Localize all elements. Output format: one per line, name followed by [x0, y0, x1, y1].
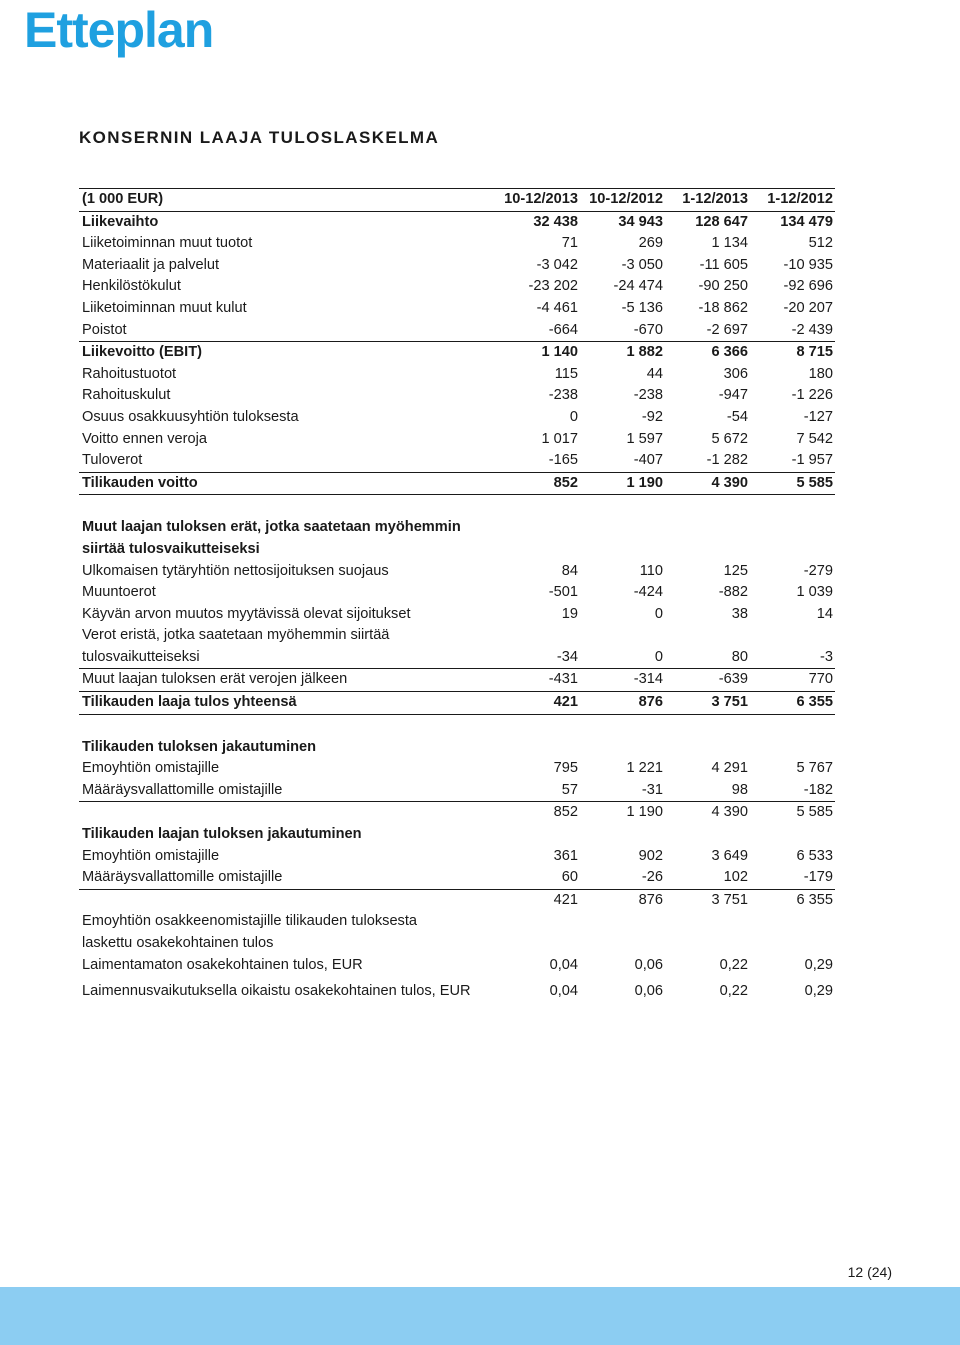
cell-value: -238	[548, 387, 578, 404]
cell-value: 512	[808, 235, 833, 252]
cell-value: 34 943	[618, 213, 663, 230]
row-label: Liikevaihto	[82, 213, 159, 230]
table-row	[79, 561, 835, 583]
table-row	[79, 846, 835, 868]
row-label: Tuloverot	[79, 450, 495, 472]
cell-value: -2 697	[665, 320, 750, 342]
row-label: Laimennusvaikutuksella oikaistu osakekohtainen tulos, EUR	[82, 982, 471, 999]
cell-value: 6 533	[796, 847, 833, 864]
cell-value: -1 226	[791, 387, 833, 404]
table-row	[79, 255, 835, 277]
cell-value: -4 461	[536, 299, 578, 316]
row-label: Ulkomaisen tytäryhtiön nettosijoituksen suojaus	[82, 562, 389, 579]
comprehensive-allocation-heading: Tilikauden laajan tuloksen jakautuminen	[82, 826, 362, 843]
cell-value: -3	[750, 647, 835, 669]
column-header: 1-12/2012	[750, 189, 835, 212]
row-label: Tilikauden voitto	[79, 472, 495, 495]
cell-value: 5 585	[750, 472, 835, 495]
cell-value: 852	[553, 804, 578, 821]
page-title: KONSERNIN LAAJA TULOSLASKELMA	[79, 128, 440, 147]
cell-value: 80	[665, 647, 750, 669]
cell-value: -3 042	[536, 256, 578, 273]
cell-value: -34	[495, 647, 580, 669]
cell-value: 0,22	[719, 956, 748, 973]
cell-value: 269	[638, 235, 663, 252]
cell-value: 0,04	[549, 956, 578, 973]
cell-value: 1 134	[711, 235, 748, 252]
table-row	[79, 364, 835, 386]
cell-value: -5 136	[621, 299, 663, 316]
cell-value: -424	[633, 584, 663, 601]
cell-value: 134 479	[780, 213, 833, 230]
cell-value: 4 390	[665, 472, 750, 495]
cell-value: 98	[665, 780, 750, 802]
cell-value: 852	[495, 472, 580, 495]
row-label: Määräysvallattomille omistajille	[79, 867, 495, 889]
table-row	[79, 911, 835, 933]
cell-value: -26	[580, 867, 665, 889]
cell-value: -20 207	[783, 299, 833, 316]
cell-value: -664	[495, 320, 580, 342]
cell-value: -882	[718, 584, 748, 601]
table-row	[79, 472, 835, 495]
spacer-row	[79, 714, 835, 737]
cell-value: -670	[580, 320, 665, 342]
cell-value: 44	[646, 365, 663, 382]
cell-value: -127	[803, 408, 833, 425]
cell-value: 3 649	[711, 847, 748, 864]
cell-value: 1 597	[626, 430, 663, 447]
row-label: Muuntoerot	[82, 584, 156, 601]
unit-label: (1 000 EUR)	[79, 189, 495, 212]
cell-value: -92 696	[783, 278, 833, 295]
cell-value: 795	[553, 760, 578, 777]
row-label: tulosvaikutteiseksi	[79, 647, 495, 669]
spacer-row	[79, 495, 835, 518]
cell-value: 7 542	[796, 430, 833, 447]
cell-value: 1 221	[626, 760, 663, 777]
cell-value: -238	[633, 387, 663, 404]
table-row	[79, 955, 835, 977]
row-label: Liiketoiminnan muut kulut	[82, 299, 247, 316]
table-row	[79, 780, 835, 802]
cell-value: 1 190	[580, 472, 665, 495]
row-label: Emoyhtiön omistajille	[82, 760, 220, 777]
cell-value: -639	[665, 669, 750, 692]
cell-value: 125	[723, 562, 748, 579]
etteplan-logo: Etteplan	[24, 2, 214, 58]
cell-value: 5 767	[796, 760, 833, 777]
cell-value: -92	[641, 408, 663, 425]
cell-value: 60	[495, 867, 580, 889]
table-row	[79, 429, 835, 451]
row-label	[79, 802, 495, 824]
cell-value: 876	[638, 891, 663, 908]
cell-value: -10 935	[783, 256, 833, 273]
column-header: 1-12/2013	[665, 189, 750, 212]
row-label: Muut laajan tuloksen erät verojen jälkeen	[79, 669, 495, 692]
cell-value: 180	[808, 365, 833, 382]
table-header-row	[79, 189, 835, 212]
section-heading	[79, 517, 835, 539]
table-row	[79, 450, 835, 472]
section-heading	[79, 824, 835, 846]
cell-value: 14	[816, 605, 833, 622]
cell-value: 5 585	[796, 804, 833, 821]
column-header: 10-12/2012	[580, 189, 665, 212]
row-label: Henkilöstökulut	[82, 278, 181, 295]
row-label: Rahoituskulut	[82, 387, 171, 404]
row-label: Osuus osakkuusyhtiön tuloksesta	[82, 408, 299, 425]
cell-value: 1 882	[626, 344, 663, 361]
cell-value: -179	[750, 867, 835, 889]
cell-value: 4 390	[711, 804, 748, 821]
cell-value: 102	[665, 867, 750, 889]
row-label: Voitto ennen veroja	[82, 430, 207, 447]
cell-value: 128 647	[695, 213, 748, 230]
cell-value: 0,06	[634, 956, 663, 973]
cell-value: 32 438	[533, 213, 578, 230]
cell-value: 361	[553, 847, 578, 864]
cell-value: -501	[548, 584, 578, 601]
cell-value: 306	[723, 365, 748, 382]
cell-value: 57	[495, 780, 580, 802]
cell-value: 6 355	[796, 891, 833, 908]
table-row	[79, 758, 835, 780]
cell-value: 0,06	[634, 982, 663, 999]
cell-value: -18 862	[698, 299, 748, 316]
row-label: Rahoitustuotot	[82, 365, 177, 382]
cell-value: 0	[569, 408, 578, 425]
table-row	[79, 211, 835, 233]
cell-value: -24 474	[613, 278, 663, 295]
cell-value: 0,29	[804, 982, 833, 999]
row-label: Käyvän arvon muutos myytävissä olevat sijoitukset	[82, 605, 411, 622]
table-row	[79, 276, 835, 298]
cell-value: -1 957	[750, 450, 835, 472]
cell-value: -182	[750, 780, 835, 802]
cell-value: -54	[726, 408, 748, 425]
cell-value: 3 751	[665, 692, 750, 715]
eps-heading-line1: Emoyhtiön osakkeenomistajille tilikauden tuloksesta	[82, 913, 418, 930]
cell-value: 19	[561, 605, 578, 622]
section-heading	[79, 539, 835, 561]
cell-value: -31	[580, 780, 665, 802]
cell-value: -90 250	[698, 278, 748, 295]
cell-value: 0	[654, 605, 663, 622]
cell-value: 770	[750, 669, 835, 692]
cell-value: -165	[495, 450, 580, 472]
eps-heading-line2: laskettu osakekohtainen tulos	[82, 935, 274, 951]
cell-value: 38	[731, 605, 748, 622]
cell-value: 5 672	[711, 430, 748, 447]
cell-value: -279	[803, 562, 833, 579]
table-row	[79, 233, 835, 255]
cell-value: -947	[718, 387, 748, 404]
row-label: Emoyhtiön omistajille	[82, 847, 220, 864]
cell-value: 71	[561, 235, 578, 252]
cell-value: 8 715	[796, 344, 833, 361]
column-header: 10-12/2013	[495, 189, 580, 212]
row-label: Poistot	[79, 320, 495, 342]
profit-allocation-heading: Tilikauden tuloksen jakautuminen	[82, 738, 317, 755]
cell-value: 421	[495, 692, 580, 715]
table-row	[79, 298, 835, 320]
table-row	[79, 647, 835, 669]
cell-value: 876	[580, 692, 665, 715]
cell-value: 4 291	[711, 760, 748, 777]
cell-value: -314	[580, 669, 665, 692]
row-label: Verot eristä, jotka saatetaan myöhemmin siirtää	[82, 627, 390, 644]
cell-value: 1 017	[541, 430, 578, 447]
row-label: Materiaalit ja palvelut	[82, 256, 220, 273]
cell-value: -1 282	[665, 450, 750, 472]
cell-value: 902	[638, 847, 663, 864]
cell-value: 1 140	[541, 344, 578, 361]
cell-value: 110	[639, 562, 663, 579]
cell-value: 6 355	[750, 692, 835, 715]
row-label: Laimentamaton osakekohtainen tulos, EUR	[82, 956, 363, 973]
cell-value: 0,04	[549, 982, 578, 999]
table-row	[79, 407, 835, 429]
cell-value: -3 050	[621, 256, 663, 273]
page-number: 12 (24)	[847, 1264, 892, 1280]
cell-value: 0,29	[804, 956, 833, 973]
cell-value: 3 751	[711, 891, 748, 908]
oci-heading-line2: siirtää tulosvaikutteiseksi	[82, 540, 260, 557]
table-row	[79, 692, 835, 715]
table-row	[79, 385, 835, 407]
cell-value: 84	[561, 562, 578, 579]
table-row	[79, 867, 835, 889]
table-row	[79, 802, 835, 824]
table-row	[79, 625, 835, 647]
row-label	[79, 889, 495, 911]
income-statement-table	[79, 188, 835, 1002]
cell-value: 115	[554, 365, 578, 382]
oci-heading-line1: Muut laajan tuloksen erät, jotka saatetaan myöhemmin	[82, 519, 461, 536]
cell-value: 421	[553, 891, 578, 908]
cell-value: 0	[580, 647, 665, 669]
cell-value: -23 202	[528, 278, 578, 295]
row-label: Liikevoitto (EBIT)	[82, 344, 202, 361]
cell-value: -431	[495, 669, 580, 692]
table-row	[79, 669, 835, 692]
cell-value: 1 039	[796, 584, 833, 601]
cell-value: 6 366	[711, 344, 748, 361]
cell-value: 0,22	[719, 982, 748, 999]
table-row	[79, 342, 835, 364]
table-row	[79, 320, 835, 342]
cell-value: -407	[580, 450, 665, 472]
cell-value: -2 439	[750, 320, 835, 342]
table-row	[79, 976, 835, 1002]
table-row	[79, 582, 835, 604]
table-row	[79, 604, 835, 626]
row-label: Liiketoiminnan muut tuotot	[82, 235, 253, 252]
table-row	[79, 933, 835, 955]
cell-value: 1 190	[626, 804, 663, 821]
cell-value: -11 605	[699, 256, 748, 273]
row-label: Tilikauden laaja tulos yhteensä	[79, 692, 495, 715]
row-label: Määräysvallattomille omistajille	[79, 780, 495, 802]
footer-bar	[0, 1287, 960, 1345]
table-row	[79, 889, 835, 911]
section-heading	[79, 737, 835, 759]
